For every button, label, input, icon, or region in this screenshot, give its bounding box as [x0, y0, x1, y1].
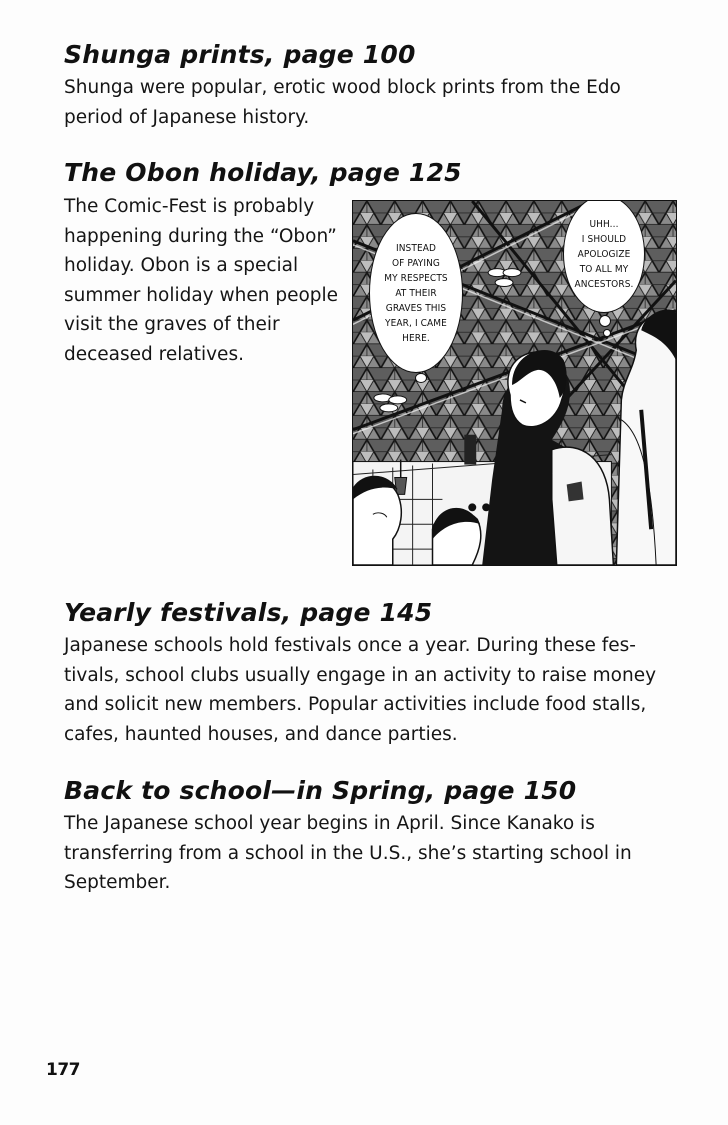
bubble-text-line: YEAR, I CAME [385, 317, 447, 329]
section-body-obon [64, 192, 338, 369]
text-line: Shunga were popular, erotic wood block prints from the Edo [64, 77, 621, 98]
bubble-tail [603, 329, 611, 337]
text-line: deceased relatives. [64, 343, 244, 365]
bubble-tail [415, 373, 427, 383]
text-line: transferring from a school in the U.S., she’s starting school in [64, 842, 632, 864]
bubble-text-line: APOLOGIZE [577, 248, 631, 260]
section-heading-festivals: Yearly festivals, page 145 [64, 598, 433, 627]
text-line: The Japanese school year begins in April. Since Kanako is [64, 813, 595, 834]
bubble-text-line: GRAVES THIS [385, 302, 447, 314]
page-number: 177 [46, 1060, 80, 1080]
bubble-tail [599, 315, 611, 327]
bubble-text-line: HERE. [402, 332, 430, 344]
section-body-festivals [64, 631, 656, 749]
section-body-shunga [64, 73, 621, 132]
text-line: Japanese schools hold festivals once a year. During these fes- [64, 635, 636, 656]
section-heading-back-to-school: Back to school—in Spring, page 150 [64, 776, 577, 805]
section-body-back-to-school [64, 809, 632, 898]
text-line: The Comic-Fest is probably [64, 196, 315, 217]
bubble-text-line: OF PAYING [391, 257, 441, 269]
section-heading-shunga: Shunga prints, page 100 [64, 40, 416, 69]
bubble-text-line: ANCESTORS. [574, 278, 634, 290]
speech-bubble-right [563, 200, 645, 313]
speech-bubble-left [369, 213, 463, 373]
text-line: cafes, haunted houses, and dance parties. [64, 723, 458, 745]
text-line: tivals, school clubs usually engage in an activity to raise money [64, 664, 657, 686]
text-line: happening during the “Obon” [64, 225, 337, 247]
bubble-text-line: INSTEAD [395, 242, 437, 254]
text-line: holiday. Obon is a special [64, 255, 299, 276]
text-line: period of Japanese history. [64, 106, 310, 128]
text-line: visit the graves of their [64, 314, 280, 335]
text-line: and solicit new members. Popular activities include food stalls, [64, 694, 647, 715]
section-heading-obon: The Obon holiday, page 125 [64, 158, 462, 187]
bubble-text-line: UHH... [589, 218, 619, 230]
bubble-text-line: I SHOULD [581, 233, 627, 245]
manga-panel-illustration [352, 200, 677, 566]
bubble-text-line: MY RESPECTS [384, 272, 448, 284]
text-line: summer holiday when people [64, 284, 339, 306]
bubble-text-line: TO ALL MY [579, 263, 629, 275]
text-line: September. [64, 872, 171, 893]
bubble-text-line: AT THEIR [395, 287, 437, 299]
